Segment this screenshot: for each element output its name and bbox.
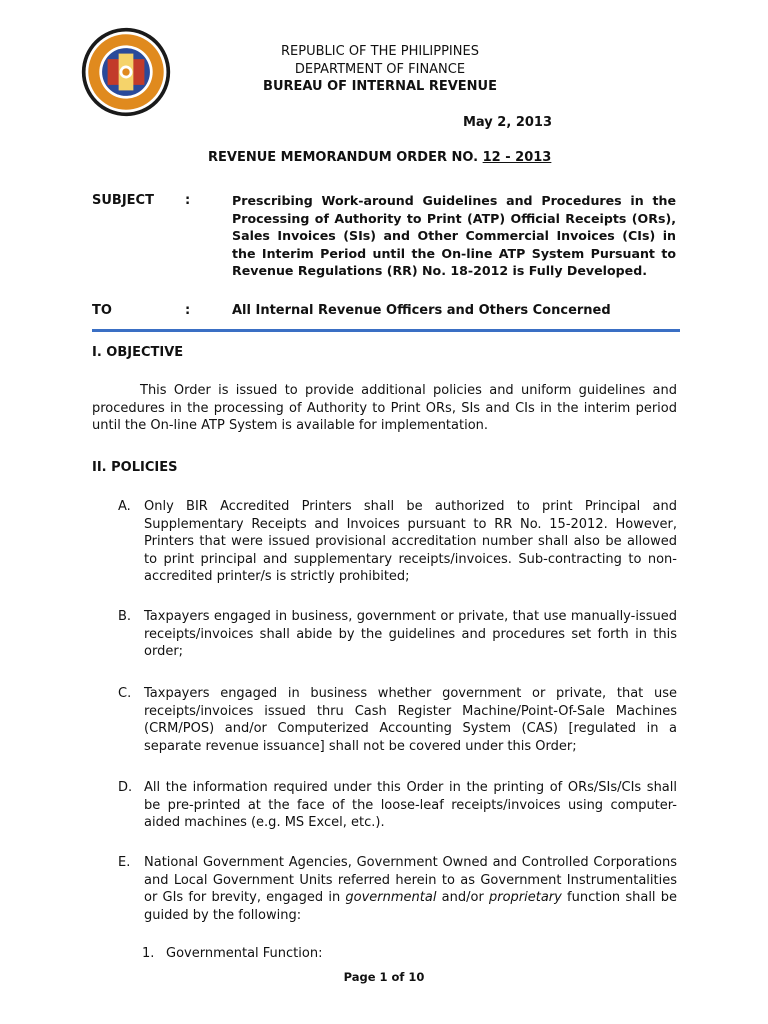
document-date: May 2, 2013 bbox=[463, 115, 553, 130]
policy-e-letter: E. bbox=[118, 855, 131, 870]
sub-item-text: Governmental Function: bbox=[166, 946, 323, 961]
policy-e-proprietary: proprietary bbox=[488, 890, 562, 906]
section-objective-title: I. OBJECTIVE bbox=[92, 345, 184, 360]
memo-number: 12 - 2013 bbox=[482, 150, 552, 165]
policy-a-letter: A. bbox=[118, 499, 131, 514]
policy-b-text: Taxpayers engaged in business, government or private, that use manually-issued receipts/invoices shall abide by the guidelines and procedures set forth in this order; bbox=[144, 609, 677, 660]
subject-colon: : bbox=[185, 193, 191, 208]
to-colon: : bbox=[185, 303, 191, 318]
subject-label: SUBJECT bbox=[92, 193, 154, 208]
subject-text: Prescribing Work-around Guidelines and Procedures in the Processing of Authority to Print (ATP) Official Receipts (ORs), Sales Invoices (SIs) and Other Commercial Invoices (CIs) in the Interim Period until the On-line ATP System Pursuant to Revenue Regulations (RR) No. 18-2012 is Fully Developed. bbox=[232, 193, 676, 279]
policy-e-text-part1: National Government Agencies, Government Owned and Controlled Corporations and Local Government Units referred herein to as Government Instrumentalities or GIs for brevity, engaged in bbox=[144, 855, 677, 906]
policy-e-text-part2: and/or bbox=[436, 890, 489, 906]
bir-seal-icon bbox=[80, 26, 172, 118]
page-footer: Page 1 of 10 bbox=[343, 970, 425, 984]
to-label: TO bbox=[92, 303, 112, 318]
policy-e-text-part3: function shall be guided by the following: bbox=[144, 890, 677, 923]
header-bureau: BUREAU OF INTERNAL REVENUE bbox=[263, 79, 497, 94]
memo-title-prefix: REVENUE MEMORANDUM ORDER NO. bbox=[208, 150, 483, 165]
objective-paragraph: This Order is issued to provide additional policies and uniform guidelines and procedures in the processing of Authority to Print ORs, SIs and CIs in the interim period until the On-line ATP System is available for implementation. bbox=[92, 383, 677, 434]
memo-title bbox=[208, 150, 551, 165]
sub-item-number: 1. bbox=[142, 946, 155, 961]
policy-c-text: Taxpayers engaged in business whether government or private, that use receipts/invoices issued thru Cash Register Machine/Point-Of-Sale Machines (CRM/POS) and/or Computerized Accounting System (CAS) [regulated in a separate revenue issuance] shall not be covered under this Order; bbox=[144, 686, 677, 754]
divider-rule bbox=[92, 329, 680, 332]
header-republic: REPUBLIC OF THE PHILIPPINES bbox=[281, 44, 479, 59]
policy-c-letter: C. bbox=[118, 686, 132, 701]
policy-a-text: Only BIR Accredited Printers shall be authorized to print Principal and Supplementary Receipts and Invoices pursuant to RR No. 15-2012. However, Printers that were issued provisional accreditation number shall also be allowed to print principal and supplementary receipts/invoices. Sub-contracting to non-accredited printer/s is strictly prohibited; bbox=[144, 499, 677, 585]
policy-d-letter: D. bbox=[118, 780, 133, 795]
policy-e-text bbox=[144, 854, 677, 924]
to-text: All Internal Revenue Officers and Others Concerned bbox=[232, 303, 611, 318]
section-policies-title: II. POLICIES bbox=[92, 460, 178, 475]
policy-e-governmental: governmental bbox=[345, 890, 437, 906]
header-department: DEPARTMENT OF FINANCE bbox=[294, 62, 466, 77]
policy-d-text: All the information required under this Order in the printing of ORs/SIs/CIs shall be pre-printed at the face of the loose-leaf receipts/invoices using computer-aided machines (e.g. MS Excel, etc.). bbox=[144, 780, 677, 831]
policy-b-letter: B. bbox=[118, 609, 132, 624]
